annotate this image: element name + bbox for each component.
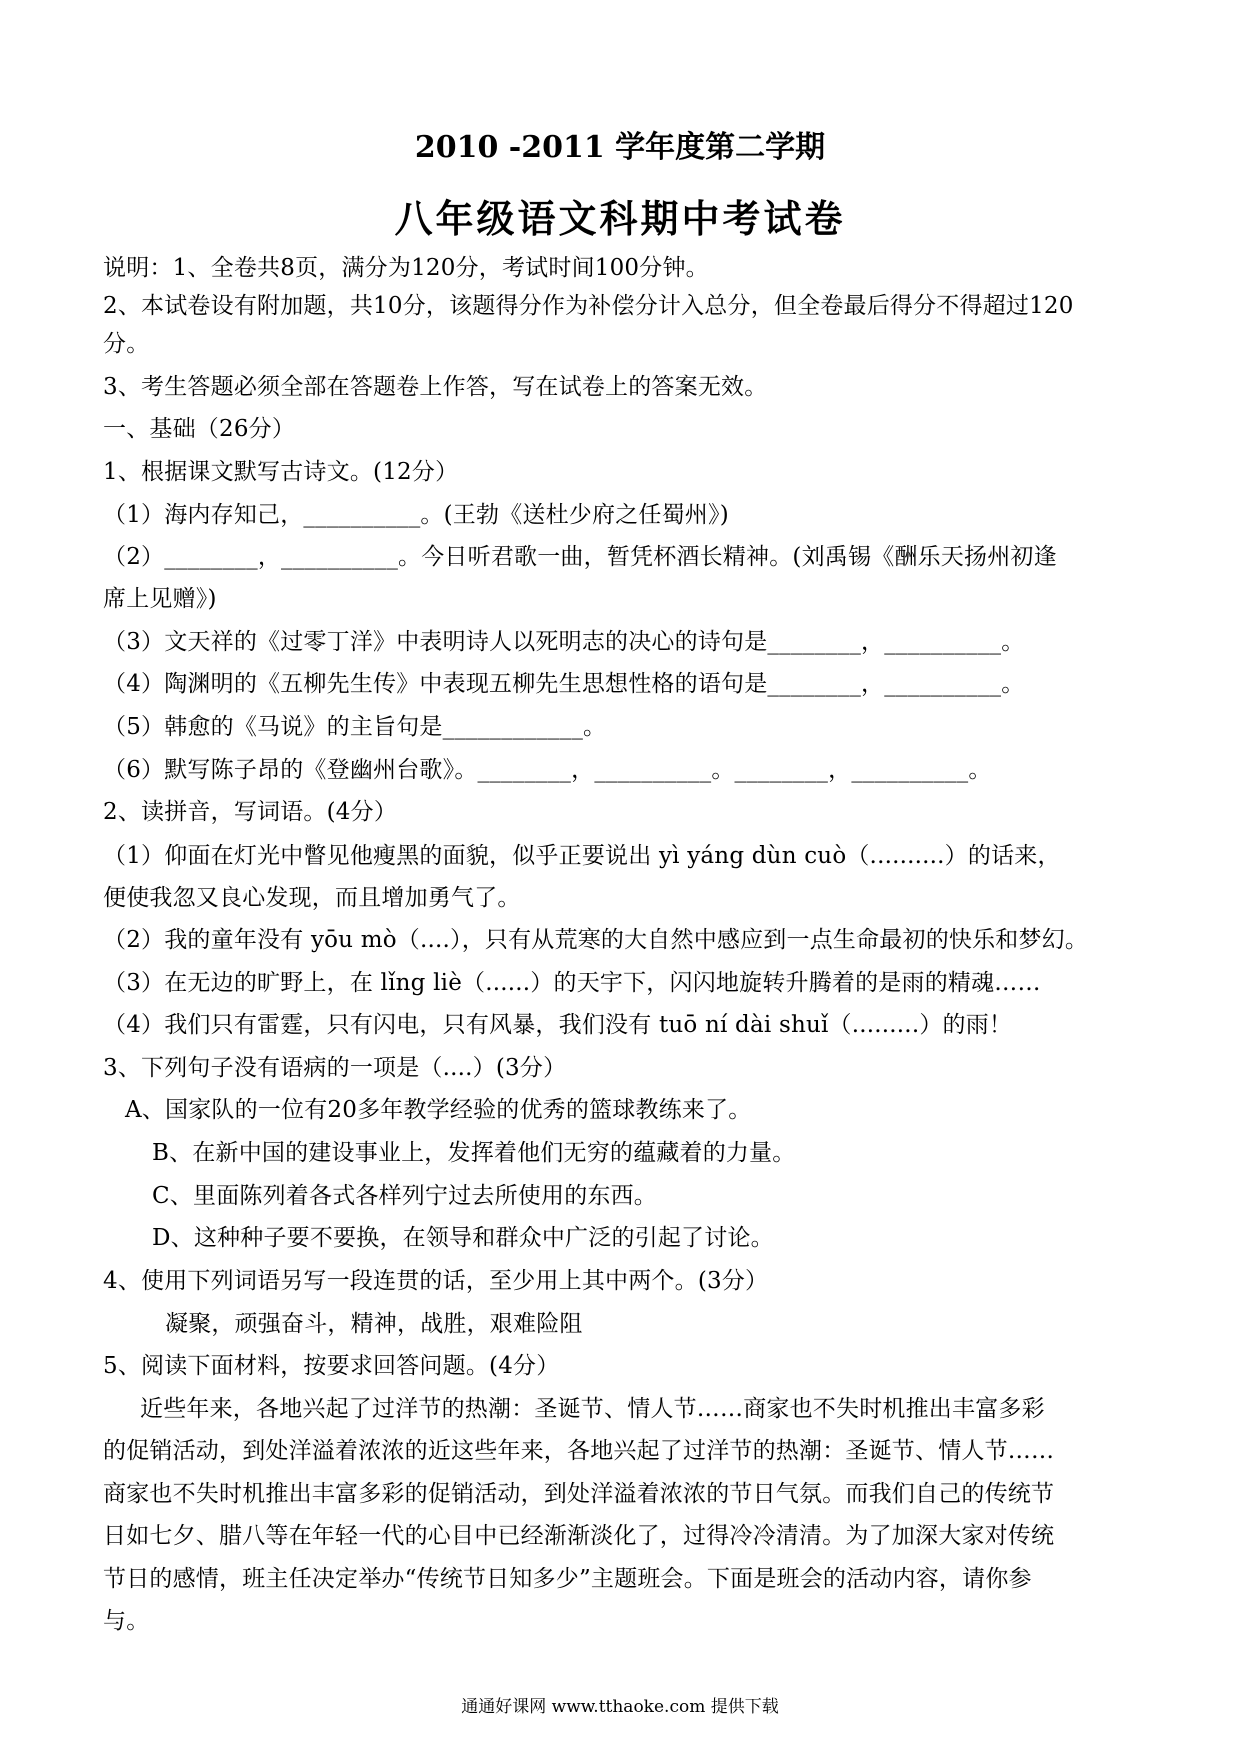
footer-credit: 通通好课网 www.tthaoke.com 提供下载 <box>461 1697 779 1717</box>
question-item: （3）在无边的旷野上，在 lǐng liè（......）的天宇下，闪闪地旋转升腾着的是雨的精魂…… <box>103 970 1041 996</box>
exam-title: 八年级语文科期中考试卷 <box>394 196 846 241</box>
reading-passage-line: 与。 <box>103 1608 150 1634</box>
question-item: （1）仰面在灯光中瞥见他瘦黑的面貌，似乎正要说出 yì yáng dùn cuò（..........）的话来， <box>103 843 1061 869</box>
school-year-heading: 2010 -2011 学年度第二学期 <box>414 130 826 165</box>
question-heading: 4、使用下列词语另写一段连贯的话，至少用上其中两个。(3分） <box>103 1268 769 1294</box>
choice-option-b: B、在新中国的建设事业上，发挥着他们无穷的蕴藏着的力量。 <box>152 1140 796 1166</box>
instruction-line: 2、本试卷设有附加题，共10分，该题得分作为补偿分计入总分，但全卷最后得分不得超过120 <box>103 293 1074 319</box>
question-heading: 1、根据课文默写古诗文。(12分） <box>103 459 459 485</box>
choice-option-a: A、国家队的一位有20多年教学经验的优秀的篮球教练来了。 <box>125 1097 752 1123</box>
question-heading: 3、下列句子没有语病的一项是（....）(3分） <box>103 1055 567 1081</box>
question-item: （2）________，__________。今日听君歌一曲，暂凭杯酒长精神。(刘禹锡《酬乐天扬州初逢 <box>103 544 1057 570</box>
question-item: 席上见赠》) <box>103 586 217 612</box>
question-item: （6）默写陈子昂的《登幽州台歌》。________，__________。________，__________。 <box>103 757 992 783</box>
question-item: （2）我的童年没有 yōu mò（....），只有从荒寒的大自然中感应到一点生命最初的快乐和梦幻。 <box>103 927 1089 953</box>
question-item: （4）陶渊明的《五柳先生传》中表现五柳先生思想性格的语句是________，__________。 <box>103 671 1025 697</box>
reading-passage-line: 日如七夕、腊八等在年轻一代的心目中已经渐渐淡化了，过得冷冷清清。为了加深大家对传统 <box>103 1523 1055 1549</box>
question-item: （1）海内存知己，__________。(王勃《送杜少府之任蜀州》) <box>103 502 729 528</box>
reading-passage-line: 的促销活动，到处洋溢着浓浓的近这些年来，各地兴起了过洋节的热潮：圣诞节、情人节…… <box>103 1438 1055 1464</box>
instruction-line: 分。 <box>103 331 150 357</box>
question-heading: 5、阅读下面材料，按要求回答问题。(4分） <box>103 1353 560 1379</box>
question-item: （4）我们只有雷霆，只有闪电，只有风暴，我们没有 tuō ní dài shuǐ（.........）的雨！ <box>103 1012 1013 1038</box>
reading-passage-line: 近些年来，各地兴起了过洋节的热潮：圣诞节、情人节……商家也不失时机推出丰富多彩 <box>140 1396 1045 1422</box>
choice-option-d: D、这种种子要不要换，在领导和群众中广泛的引起了讨论。 <box>152 1225 774 1251</box>
section-heading: 一、基础（26分） <box>103 416 296 442</box>
choice-option-c: C、里面陈列着各式各样列宁过去所使用的东西。 <box>152 1183 657 1209</box>
question-item: （5）韩愈的《马说》的主旨句是____________。 <box>103 714 607 740</box>
word-list: 凝聚，顽强奋斗，精神，战胜，艰难险阻 <box>165 1311 583 1337</box>
reading-passage-line: 节日的感情，班主任决定举办“传统节日知多少”主题班会。下面是班会的活动内容，请你参 <box>103 1566 1032 1592</box>
question-heading: 2、读拼音，写词语。(4分） <box>103 799 398 825</box>
reading-passage-line: 商家也不失时机推出丰富多彩的促销活动，到处洋溢着浓浓的节日气氛。而我们自己的传统节 <box>103 1481 1055 1507</box>
question-item: （3）文天祥的《过零丁洋》中表明诗人以死明志的决心的诗句是________，__________。 <box>103 629 1025 655</box>
instruction-line: 3、考生答题必须全部在答题卷上作答，写在试卷上的答案无效。 <box>103 374 768 400</box>
instruction-line: 说明：1、全卷共8页，满分为120分，考试时间100分钟。 <box>103 255 709 281</box>
question-item: 便使我忽又良心发现，而且增加勇气了。 <box>103 885 521 911</box>
